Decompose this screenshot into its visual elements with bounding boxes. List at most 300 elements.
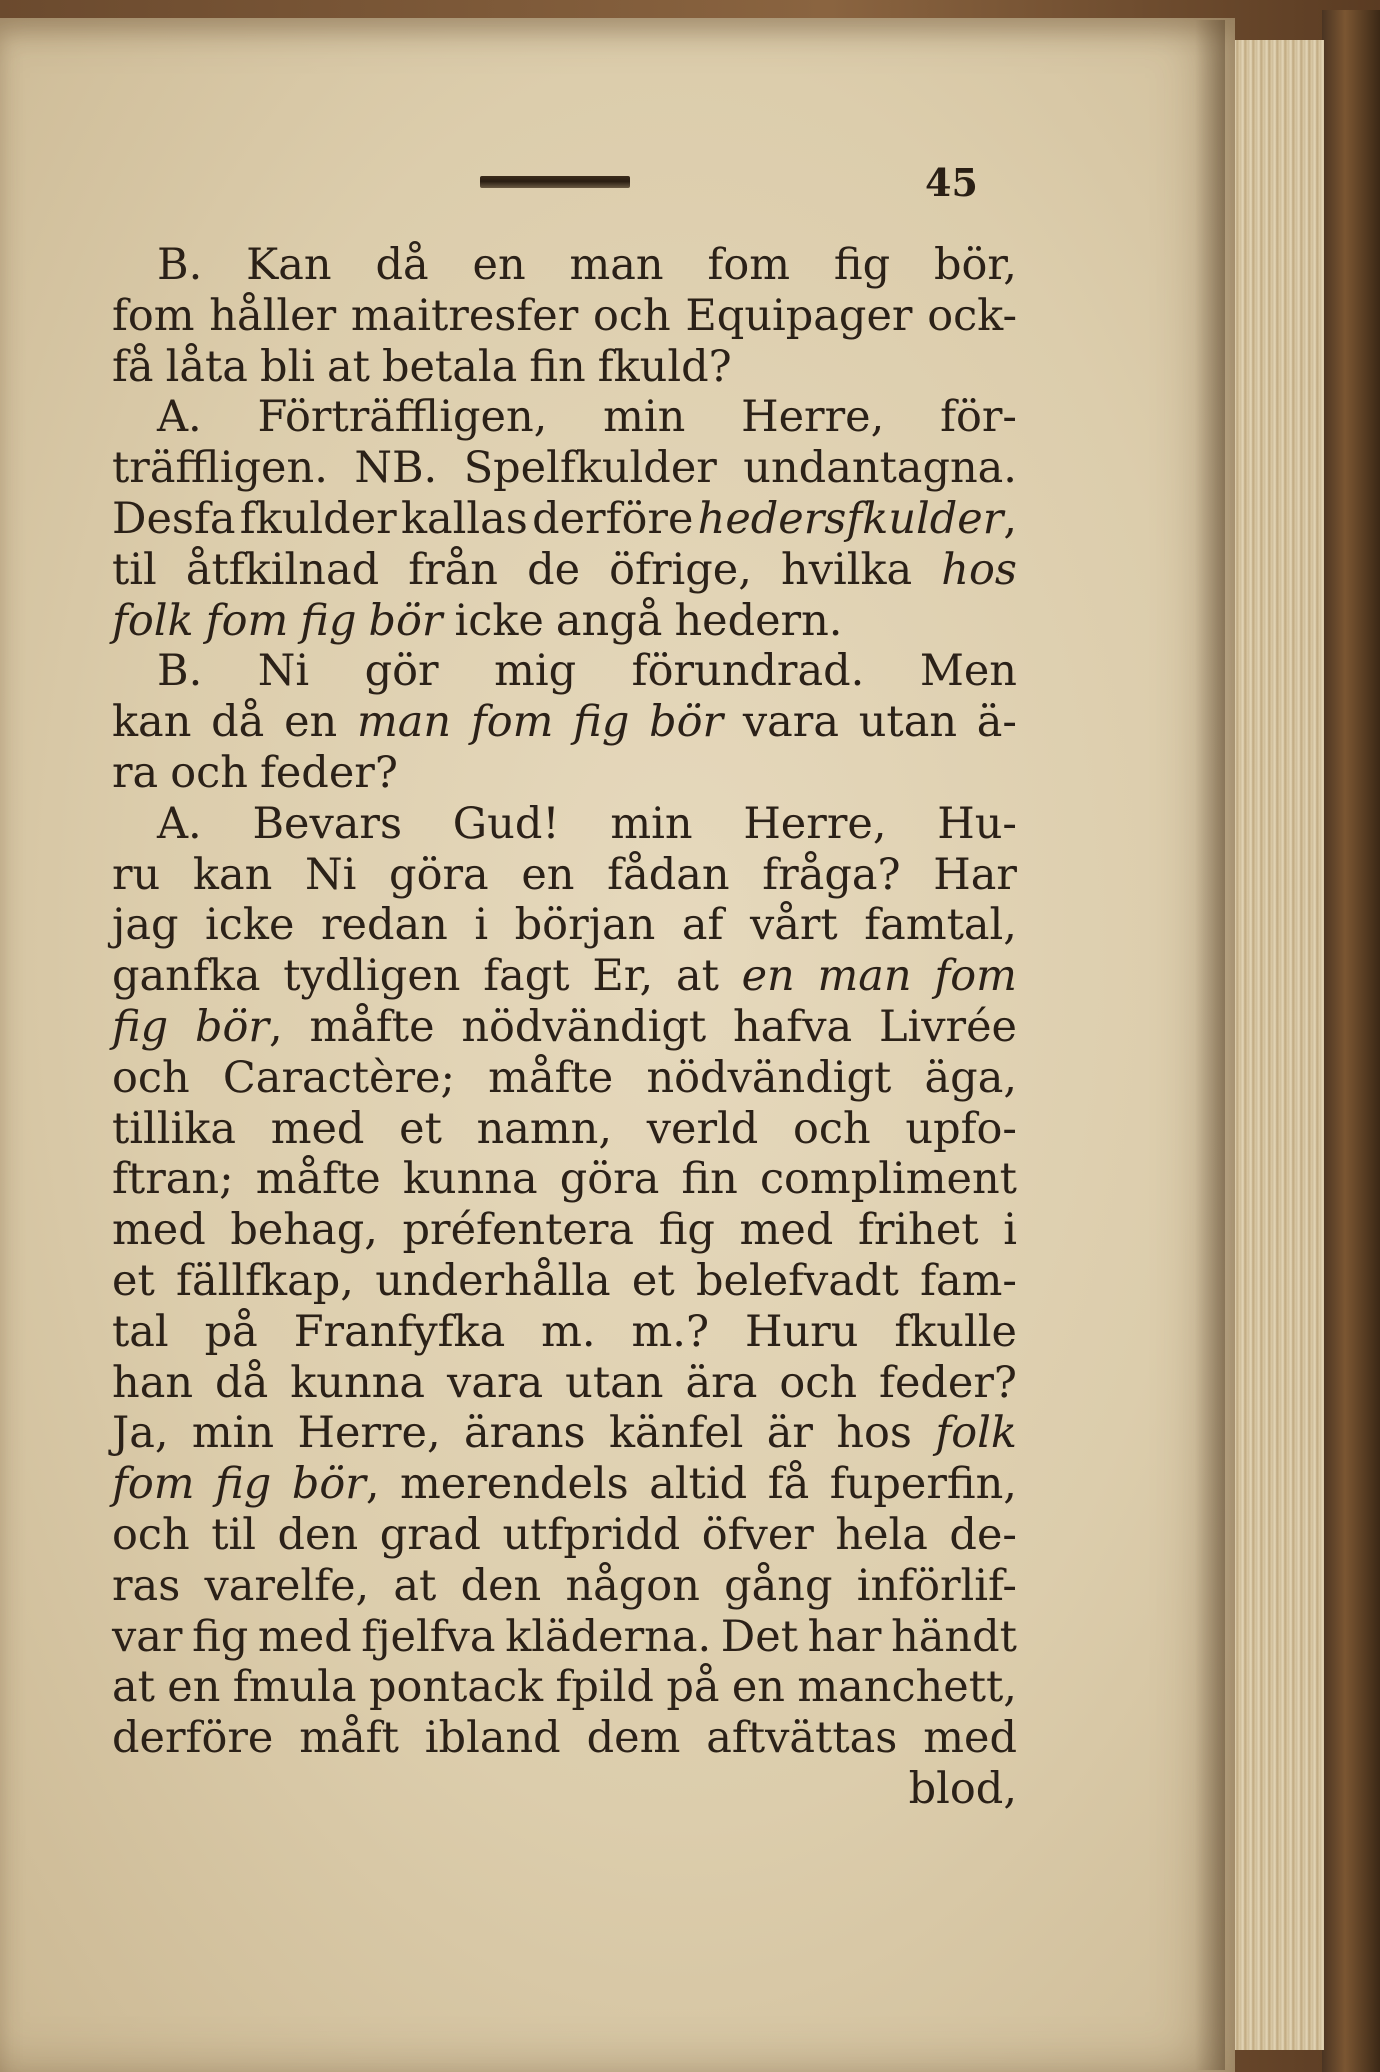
word: [166, 342, 248, 393]
roman-run: icke: [205, 900, 295, 951]
italic-run: fig: [573, 697, 630, 748]
word: [167, 1662, 220, 1713]
roman-run: varelfe,: [204, 1560, 370, 1611]
text-line: [112, 291, 1017, 342]
roman-run: fig: [192, 1611, 249, 1662]
roman-run: den: [460, 1560, 542, 1611]
italic-run: en: [741, 951, 795, 1002]
italic-run: hedersfkulder: [697, 493, 1004, 544]
word: [598, 342, 732, 393]
roman-run: förundrad.: [631, 646, 865, 697]
roman-run: undantagna.: [743, 443, 1017, 494]
word: [808, 1612, 882, 1663]
word: [204, 1561, 369, 1612]
word: [745, 1307, 858, 1358]
roman-run: bli: [259, 341, 315, 392]
word: [112, 1256, 155, 1307]
word: [859, 697, 957, 748]
word: [941, 545, 1017, 596]
word: [112, 342, 154, 393]
word: [193, 850, 272, 901]
word: [834, 240, 890, 291]
word: [258, 392, 548, 443]
italic-run: bör: [649, 697, 724, 748]
word: [112, 1662, 155, 1713]
word: [743, 443, 1017, 494]
roman-run: ,: [269, 1001, 283, 1052]
roman-run: de-: [949, 1509, 1017, 1560]
word: [112, 951, 260, 1002]
roman-run: och: [793, 1103, 871, 1154]
roman-run: utan: [565, 1357, 664, 1408]
roman-run: af: [681, 900, 724, 951]
word: [1003, 1205, 1017, 1256]
word: [923, 1713, 1017, 1764]
roman-run: min: [603, 392, 686, 443]
word: [215, 1358, 268, 1409]
roman-run: då: [375, 240, 429, 290]
word: [649, 1459, 747, 1510]
word: [215, 1459, 271, 1510]
word: [682, 900, 724, 951]
roman-run: den: [277, 1509, 359, 1560]
word: [471, 697, 554, 748]
roman-run: at: [112, 1662, 155, 1713]
word: [112, 1358, 193, 1409]
roman-run: med: [257, 1611, 352, 1662]
word: [369, 596, 443, 647]
text-line: [112, 1002, 1017, 1053]
italic-run: folk: [935, 1408, 1017, 1459]
word: [327, 342, 370, 393]
roman-run: måfte: [255, 1154, 381, 1205]
roman-run: fuperfin,: [829, 1459, 1017, 1510]
word: [256, 1154, 381, 1205]
word: [767, 1408, 813, 1459]
text-line: [112, 1307, 1017, 1358]
roman-run: altid: [649, 1459, 748, 1510]
word: [297, 1408, 440, 1459]
roman-run: då: [211, 697, 265, 748]
word: [361, 1612, 495, 1663]
text-line: [112, 1612, 1017, 1663]
word: [940, 392, 1017, 443]
roman-run: ra: [112, 747, 159, 798]
word: [555, 1662, 653, 1713]
word: [779, 1358, 857, 1409]
roman-run: gång: [724, 1560, 833, 1611]
italic-run: man: [817, 951, 912, 1002]
word: [733, 1002, 852, 1053]
text-line: [112, 697, 1017, 748]
word: [920, 1256, 1017, 1307]
word: [112, 850, 160, 901]
text-line: [112, 596, 1017, 647]
word: [380, 1510, 481, 1561]
word: [461, 1561, 542, 1612]
italic-run: bör: [291, 1459, 366, 1510]
roman-run: kläderna.: [505, 1611, 712, 1662]
text-line: [112, 1459, 1017, 1510]
word: [246, 240, 331, 291]
word: [977, 697, 1017, 748]
word: [891, 1612, 1017, 1663]
word: [351, 291, 578, 342]
roman-run: Har: [933, 849, 1017, 900]
roman-run: kunna: [402, 1154, 538, 1205]
word: [112, 748, 158, 799]
word: [223, 1053, 455, 1104]
word: [230, 1205, 378, 1256]
text-line: [112, 342, 1017, 393]
roman-run: ibland: [424, 1713, 561, 1764]
roman-run: få: [112, 341, 154, 392]
roman-run: et: [112, 1255, 155, 1306]
text-line: [112, 1510, 1017, 1561]
roman-run: fjelfva: [361, 1611, 496, 1662]
roman-run: Gud!: [452, 798, 560, 849]
roman-run: maitresfer: [350, 290, 579, 341]
roman-run: kan: [112, 697, 192, 748]
word: [502, 1510, 680, 1561]
roman-run: fam-: [920, 1255, 1017, 1306]
word: [112, 291, 195, 342]
roman-run: frihet: [857, 1205, 979, 1256]
roman-run: Hu-: [937, 798, 1017, 849]
text-line: [112, 240, 1017, 291]
italic-run: fom: [205, 595, 289, 646]
word: [192, 1408, 274, 1459]
roman-run: Förträffligen,: [257, 392, 548, 443]
word: [750, 900, 838, 951]
roman-run: måfte: [309, 1001, 435, 1052]
roman-run: Ni: [257, 646, 310, 697]
word: [724, 1561, 832, 1612]
word: [937, 799, 1017, 850]
italic-run: bör: [195, 1001, 269, 1052]
word: [706, 1713, 897, 1764]
roman-run: fom: [112, 290, 195, 341]
roman-run: var: [112, 1611, 183, 1662]
text-line: [112, 748, 1017, 799]
word: [461, 1002, 706, 1053]
roman-run: ru: [112, 849, 161, 900]
word: [260, 342, 315, 393]
roman-run: med: [739, 1205, 834, 1256]
word: [299, 1713, 399, 1764]
italic-run: fom: [112, 1459, 195, 1510]
text-line: [112, 850, 1017, 901]
roman-run: mig: [494, 646, 577, 697]
page-shadow: [1195, 20, 1225, 2070]
word: [455, 596, 544, 647]
roman-run: underhålla: [375, 1255, 611, 1306]
word: [365, 646, 439, 697]
roman-run: nödvändigt: [461, 1001, 707, 1052]
word: [474, 900, 488, 951]
word: [321, 900, 448, 951]
roman-run: behag,: [230, 1205, 378, 1256]
word: [305, 850, 356, 901]
word: [112, 1002, 168, 1053]
text-line: [112, 1408, 1017, 1459]
word: [610, 799, 692, 850]
roman-run: Ja,: [112, 1408, 169, 1459]
roman-run: håller: [209, 290, 337, 341]
roman-run: och: [170, 747, 248, 798]
word: [646, 1053, 891, 1104]
roman-run: nödvändigt: [646, 1052, 892, 1103]
roman-run: Kan: [246, 240, 332, 290]
roman-run: at: [675, 951, 719, 1002]
word: [721, 1612, 798, 1663]
roman-run: med: [270, 1103, 365, 1154]
word: [541, 1307, 595, 1358]
roman-run: fråga?: [762, 849, 901, 900]
word: [186, 545, 379, 596]
word: [401, 494, 528, 545]
italic-run: fig: [112, 1001, 169, 1052]
word: [209, 291, 336, 342]
roman-run: för-: [940, 392, 1017, 443]
text-line: [112, 646, 1017, 697]
roman-run: et: [631, 1255, 675, 1306]
roman-run: få: [767, 1459, 810, 1510]
roman-run: redan: [320, 900, 448, 951]
text-line: [112, 1256, 1017, 1307]
word: [760, 1154, 1017, 1205]
word: [565, 1358, 663, 1409]
roman-run: m.?: [631, 1306, 710, 1357]
word: [112, 1307, 169, 1358]
roman-run: ära: [685, 1357, 758, 1408]
roman-run: Franfyfka: [293, 1306, 506, 1357]
roman-run: i: [1003, 1205, 1017, 1256]
word: [112, 1104, 236, 1155]
word: [781, 545, 912, 596]
roman-run: fin: [529, 341, 586, 392]
word: [529, 342, 585, 393]
roman-run: kallas: [400, 493, 528, 544]
word: [112, 1154, 234, 1205]
roman-run: dem: [586, 1713, 681, 1764]
word: [464, 1408, 586, 1459]
roman-run: tydligen: [283, 951, 461, 1002]
roman-run: Spelfkulder: [463, 443, 717, 494]
roman-run: hedern.: [674, 595, 843, 646]
roman-run: Bevars: [252, 798, 403, 849]
word: [278, 1510, 359, 1561]
roman-run: belefvadt: [695, 1255, 899, 1306]
word: [686, 1358, 758, 1409]
roman-run: åtfkilnad: [185, 544, 380, 595]
text-line: [112, 1713, 1017, 1764]
italic-run: fom: [934, 951, 1017, 1002]
roman-run: han: [112, 1357, 194, 1408]
roman-run: m.: [541, 1306, 596, 1357]
roman-run: Huru: [744, 1306, 859, 1357]
roman-run: fkulle: [894, 1306, 1017, 1357]
word: [284, 697, 337, 748]
word: [925, 1053, 1017, 1104]
word: [473, 240, 526, 291]
word: [112, 545, 157, 596]
roman-run: träffligen.: [112, 443, 328, 494]
word: [192, 1612, 248, 1663]
roman-run: verld: [646, 1103, 759, 1154]
word: [857, 1561, 1017, 1612]
roman-run: ras: [112, 1560, 181, 1611]
word: [587, 1713, 681, 1764]
roman-run: med: [112, 1205, 206, 1256]
word: [488, 1053, 613, 1104]
word: [205, 900, 294, 951]
roman-run: ock-: [927, 290, 1017, 341]
roman-run: öfver: [701, 1509, 814, 1560]
roman-run: feder?: [259, 747, 398, 798]
word: [157, 240, 202, 291]
italic-run: folk: [112, 595, 194, 646]
roman-run: jag: [112, 900, 179, 951]
word: [477, 1104, 612, 1155]
roman-run: fig: [833, 240, 891, 290]
roman-run: til: [112, 544, 157, 595]
word: [176, 1256, 354, 1307]
word: [743, 697, 839, 748]
roman-run: fådan: [607, 849, 730, 900]
text-line: [112, 799, 1017, 850]
roman-run: upfo-: [905, 1103, 1017, 1154]
roman-run: vara: [447, 1357, 544, 1408]
roman-run: merendels: [400, 1459, 629, 1510]
word: [532, 494, 693, 545]
word: [565, 1561, 699, 1612]
word: [858, 1205, 979, 1256]
word: [403, 1205, 635, 1256]
word: [515, 900, 656, 951]
word: [698, 494, 1017, 545]
word: [483, 951, 569, 1002]
word: [112, 697, 191, 748]
roman-run: Caractère;: [222, 1052, 455, 1103]
roman-run: gör: [364, 646, 439, 697]
word: [157, 392, 202, 443]
word: [112, 1459, 195, 1510]
roman-run: med: [923, 1713, 1017, 1764]
roman-run: är: [766, 1408, 813, 1459]
word: [836, 1408, 912, 1459]
word: [707, 240, 790, 291]
roman-run: fin: [681, 1154, 738, 1205]
word: [258, 646, 309, 697]
word: [560, 1154, 660, 1205]
roman-run: utfpridd: [502, 1509, 681, 1560]
word: [357, 697, 451, 748]
roman-run: låta: [165, 341, 248, 392]
word: [768, 1459, 810, 1510]
roman-run: en: [472, 240, 526, 290]
word: [793, 1104, 871, 1155]
roman-run: från: [408, 544, 499, 595]
word: [647, 1104, 759, 1155]
word: [300, 596, 356, 647]
roman-run: betala: [381, 341, 518, 392]
roman-run: göra: [559, 1154, 660, 1205]
roman-run: införlif-: [856, 1560, 1017, 1611]
roman-run: préfentera: [402, 1205, 635, 1256]
word: [170, 748, 248, 799]
roman-run: fkulder: [239, 493, 397, 544]
italic-run: hos: [941, 544, 1017, 595]
roman-run: fom: [707, 240, 791, 290]
roman-run: måfte: [488, 1052, 614, 1103]
roman-run: manchett,: [797, 1662, 1017, 1713]
roman-run: och: [112, 1052, 190, 1103]
roman-run: öfrige,: [609, 544, 752, 595]
word: [879, 1002, 1017, 1053]
word: [609, 1408, 744, 1459]
roman-run: fig: [658, 1205, 715, 1256]
roman-run: kunna: [290, 1357, 426, 1408]
roman-run: hvilka: [781, 544, 913, 595]
roman-run: at: [393, 1560, 437, 1611]
roman-run: man: [569, 240, 664, 290]
word: [271, 1104, 365, 1155]
word: [741, 392, 884, 443]
word: [157, 646, 202, 697]
word: [935, 1408, 1017, 1459]
word: [632, 1307, 710, 1358]
roman-run: Herre,: [297, 1408, 441, 1459]
roman-run: måft: [299, 1713, 399, 1764]
word: [447, 1358, 543, 1409]
roman-run: bör,: [934, 240, 1017, 290]
word: [676, 951, 719, 1002]
roman-run: i: [474, 900, 489, 951]
roman-run: Men: [919, 646, 1017, 697]
roman-run: hafva: [732, 1001, 853, 1052]
word: [211, 1510, 256, 1561]
word: [354, 443, 437, 494]
word: [211, 697, 264, 748]
word: [864, 900, 1017, 951]
roman-run: derföre: [112, 1713, 274, 1764]
text-line: [112, 443, 1017, 494]
roman-run: NB.: [354, 443, 438, 494]
roman-run: B.: [157, 240, 203, 290]
roman-run: de: [527, 544, 581, 595]
roman-run: Er,: [592, 951, 654, 1002]
word: [797, 1662, 1017, 1713]
word: [240, 494, 397, 545]
roman-run: händt: [891, 1611, 1017, 1662]
roman-run: fagt: [483, 951, 570, 1002]
roman-run: en: [284, 697, 338, 748]
word: [685, 291, 912, 342]
word: [879, 1358, 1017, 1409]
roman-run: känfel: [608, 1408, 744, 1459]
roman-run: kan: [192, 849, 273, 900]
roman-run: göra: [389, 849, 489, 900]
roman-run: Herre,: [741, 392, 885, 443]
italic-run: man: [356, 697, 452, 748]
text-line: [112, 900, 1017, 951]
roman-run: ganfka: [112, 951, 261, 1002]
roman-run: Equipager: [685, 290, 913, 341]
roman-run: derföre: [532, 493, 694, 544]
text-line: [112, 1662, 1017, 1713]
word: [696, 1256, 899, 1307]
